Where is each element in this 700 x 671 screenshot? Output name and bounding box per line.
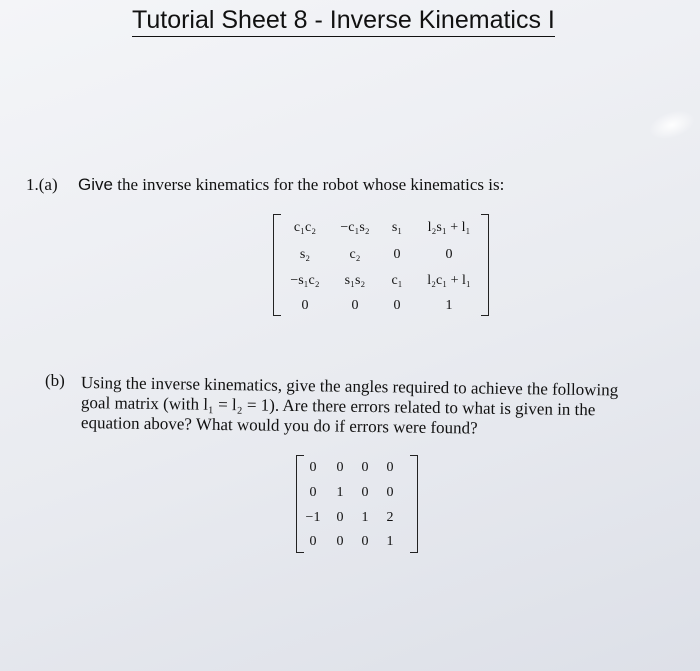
matrix-b-cell: −1 <box>305 510 321 525</box>
matrix-b-cell: 0 <box>336 534 344 549</box>
kinematics-matrix <box>273 214 489 316</box>
matrix-b-cell: 1 <box>336 485 344 500</box>
matrix-left-bracket <box>273 214 281 316</box>
matrix-a-cell: s₂ <box>299 247 311 262</box>
matrix-b-cell: 0 <box>386 485 394 500</box>
matrix-b-cell: 0 <box>336 460 344 475</box>
matrix-b-cell: 0 <box>309 534 317 549</box>
matrix-a-cell: c₁ <box>391 273 403 288</box>
matrix-a-cell: s₁s₂ <box>344 273 366 288</box>
matrix-a-cell: 0 <box>301 298 309 313</box>
matrix-a-cell: 0 <box>393 247 401 262</box>
question-1a-prefix: Give <box>78 175 113 194</box>
matrix-a-cell: −s₁c₂ <box>290 273 320 288</box>
goal-matrix <box>296 455 418 553</box>
question-1a-text <box>78 175 504 194</box>
matrix-b-cell: 0 <box>309 485 317 500</box>
page-title: Tutorial Sheet 8 - Inverse Kinematics I <box>132 6 555 37</box>
matrix-b-cell: 0 <box>336 510 344 525</box>
matrix-a-cell: l₂c₁ + l₁ <box>427 273 471 288</box>
question-1b-line: goal matrix (with l₁ = l₂ = 1). Are there errors related to what is given in the <box>80 393 596 420</box>
matrix-b-cell: 0 <box>361 534 369 549</box>
matrix-a-cell: 0 <box>445 247 453 262</box>
question-1a-body: the inverse kinematics for the robot whose kinematics is: <box>117 175 505 194</box>
matrix-a-cell: c₂ <box>349 247 361 262</box>
question-1b-line: equation above? What would you do if errors were found? <box>80 413 478 438</box>
question-1b-line: Using the inverse kinematics, give the angles required to achieve the following <box>80 373 619 400</box>
matrix-a-cell: l₂s₁ + l₁ <box>427 220 471 235</box>
matrix-a-cell: −c₁s₂ <box>340 220 370 235</box>
photo-glare <box>645 105 699 145</box>
matrix-a-cell: s₁ <box>391 220 403 235</box>
matrix-b-cell: 0 <box>361 485 369 500</box>
matrix-a-cell: c₁c₂ <box>293 220 317 235</box>
matrix-a-cell: 0 <box>351 298 359 313</box>
matrix-b-cell: 1 <box>386 534 394 549</box>
matrix-b-cell: 2 <box>386 510 394 525</box>
matrix-b-cell: 1 <box>361 510 369 525</box>
matrix-a-cell: 1 <box>445 298 453 313</box>
matrix-b-cell: 0 <box>386 460 394 475</box>
question-1b-label: (b) <box>45 371 65 390</box>
matrix-b-cell: 0 <box>309 460 317 475</box>
question-1a-label: 1.(a) <box>26 175 58 194</box>
matrix-b-cell: 0 <box>361 460 369 475</box>
matrix-right-bracket <box>410 455 418 553</box>
matrix-a-cell: 0 <box>393 298 401 313</box>
